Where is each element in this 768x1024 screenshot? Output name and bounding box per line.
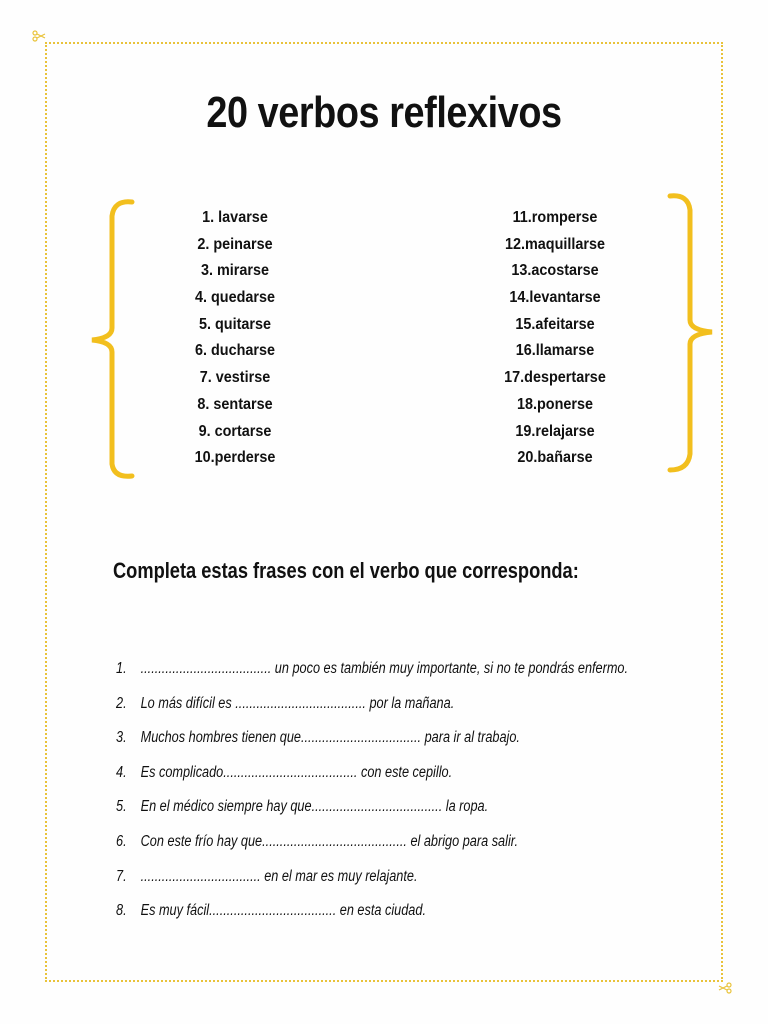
list-item: 2. peinarse bbox=[197, 235, 273, 253]
exercise-item bbox=[116, 756, 641, 791]
exercise-item bbox=[116, 894, 641, 929]
sentence-text: ..................................... un poco es también muy importante, si no te pondrás enfermo. bbox=[140, 660, 629, 677]
sentence-text: Es complicado...................................... con este cepillo. bbox=[140, 763, 453, 781]
item-number: 5. bbox=[116, 798, 127, 816]
exercise-item bbox=[116, 687, 641, 722]
page-title: 20 verbos reflexivos bbox=[206, 88, 562, 137]
right-brace-icon bbox=[662, 188, 718, 484]
exercise-item bbox=[116, 860, 641, 895]
list-item: 12.maquillarse bbox=[504, 235, 606, 253]
left-brace-icon bbox=[84, 188, 138, 484]
list-item: 13.acostarse bbox=[511, 262, 599, 280]
section-heading: Completa estas frases con el verbo que corresponda: bbox=[113, 558, 579, 583]
sentence-text: .................................. en el mar es muy relajante. bbox=[140, 867, 418, 885]
sentence-text: Es muy fácil.................................... en esta ciudad. bbox=[140, 902, 426, 920]
item-number: 3. bbox=[116, 729, 127, 747]
scissors-icon bbox=[718, 982, 732, 994]
list-item: 8. sentarse bbox=[197, 395, 273, 413]
exercise-item bbox=[116, 825, 641, 860]
sentence-text: Con este frío hay que......................................... el abrigo para salir. bbox=[140, 832, 519, 850]
item-number: 4. bbox=[116, 763, 127, 781]
list-item: 19.relajarse bbox=[515, 422, 595, 440]
list-item: 15.afeitarse bbox=[515, 315, 595, 333]
list-item: 6. ducharse bbox=[194, 342, 276, 360]
scissors-icon bbox=[32, 30, 46, 42]
item-number: 7. bbox=[116, 867, 127, 885]
item-number: 6. bbox=[116, 832, 127, 850]
list-item: 7. vestirse bbox=[199, 369, 271, 387]
exercise-item bbox=[116, 790, 641, 825]
list-item: 3. mirarse bbox=[200, 262, 270, 280]
list-item: 5. quitarse bbox=[198, 315, 272, 333]
list-item: 14.levantarse bbox=[509, 289, 601, 307]
list-item: 17.despertarse bbox=[504, 369, 606, 387]
list-item: 9. cortarse bbox=[198, 422, 272, 440]
list-item: 4. quedarse bbox=[194, 289, 276, 307]
verb-list-right bbox=[488, 205, 623, 472]
item-number: 8. bbox=[116, 902, 127, 920]
sentence-text: Muchos hombres tienen que.................................. para ir al trabajo. bbox=[140, 729, 520, 747]
list-item: 18.ponerse bbox=[516, 395, 594, 413]
exercise-item bbox=[116, 652, 641, 687]
exercise-list bbox=[116, 652, 641, 929]
sentence-text: Lo más difícil es ..................................... por la mañana. bbox=[140, 694, 455, 712]
list-item: 16.llamarse bbox=[515, 342, 595, 360]
list-item: 20.bañarse bbox=[517, 449, 593, 467]
item-number: 2. bbox=[116, 694, 127, 712]
exercise-item bbox=[116, 721, 641, 756]
list-item: 1. lavarse bbox=[202, 209, 268, 226]
list-item: 11.romperse bbox=[512, 209, 598, 226]
sentence-text: En el médico siempre hay que..................................... la ropa. bbox=[140, 798, 489, 816]
verb-list-left bbox=[172, 205, 298, 472]
list-item: 10.perderse bbox=[194, 449, 276, 467]
item-number: 1. bbox=[116, 660, 127, 677]
